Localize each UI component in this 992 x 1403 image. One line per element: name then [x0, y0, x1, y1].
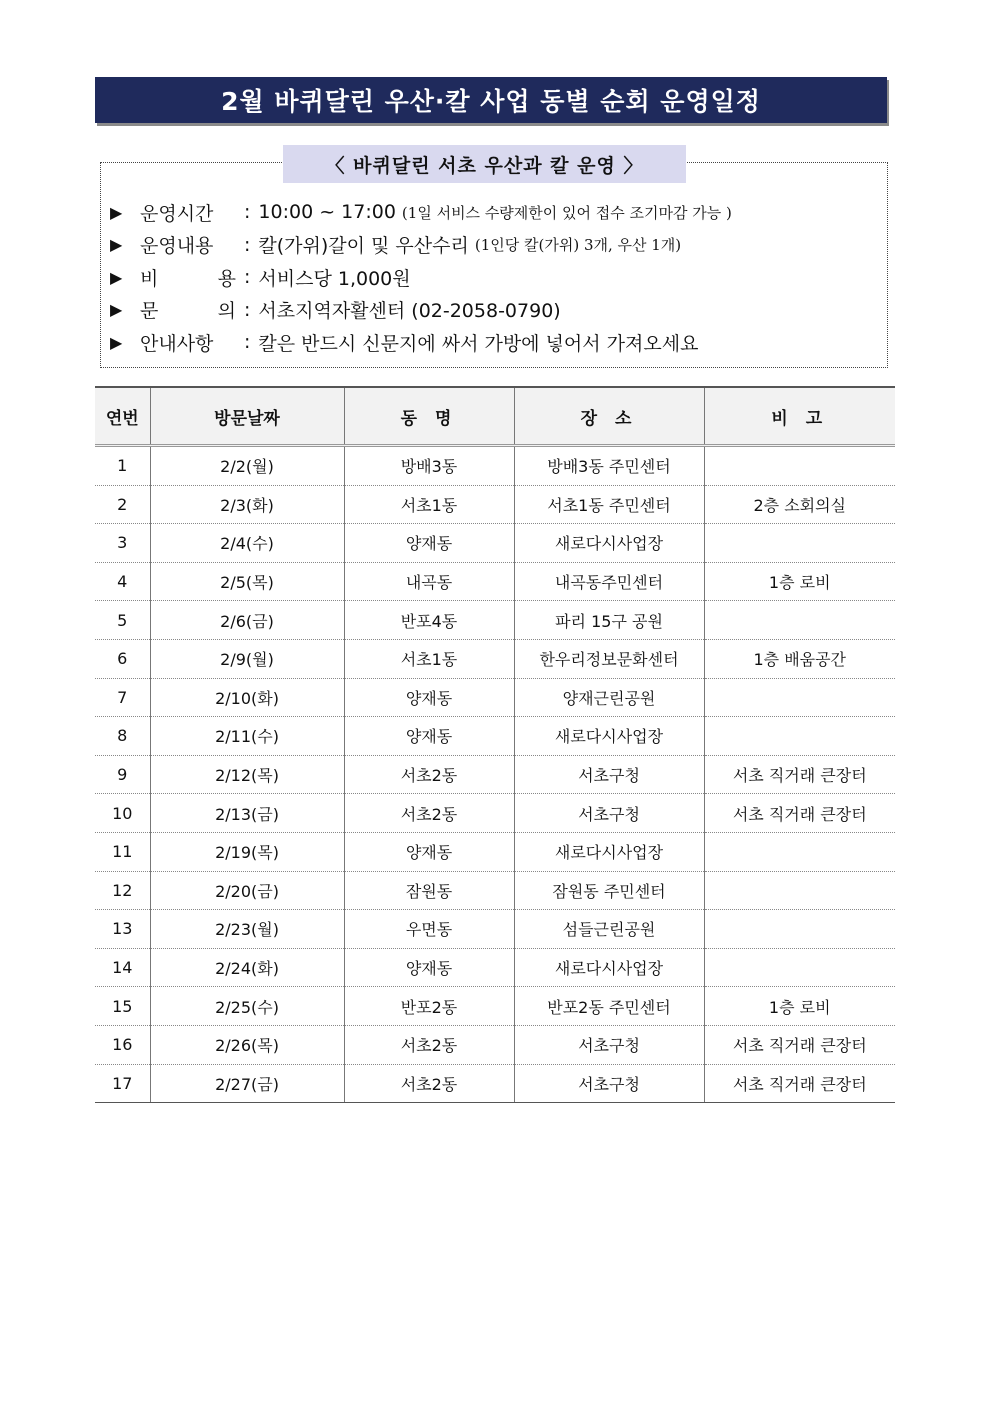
- table-row: [95, 446, 895, 486]
- cell-remarks: [704, 871, 895, 910]
- info-colon: :: [244, 266, 251, 289]
- cell-remarks: 1층 배움공간: [704, 639, 895, 678]
- triangle-bullet-icon: ▶: [110, 300, 123, 320]
- cell-location: 서초1동 주민센터: [514, 485, 704, 524]
- info-label: 운영내용: [140, 235, 214, 258]
- cell-number: 4: [95, 562, 150, 601]
- cell-remarks: 서초 직거래 큰장터: [704, 755, 895, 794]
- cell-remarks: 1층 로비: [704, 562, 895, 601]
- cell-date: 2/2(월): [150, 446, 344, 486]
- cell-date: 2/12(목): [150, 755, 344, 794]
- cell-location: 섬들근린공원: [514, 910, 704, 949]
- info-colon: :: [244, 233, 251, 256]
- info-value: 칼(가위)갈이 및 우산수리: [258, 235, 469, 258]
- cell-location: 새로다시사업장: [514, 948, 704, 987]
- cell-date: 2/10(화): [150, 678, 344, 717]
- cell-district: 서초2동: [344, 1064, 514, 1103]
- table-row: [95, 832, 895, 871]
- info-item-hours: [110, 196, 732, 229]
- info-label: 비 용: [140, 267, 236, 290]
- cell-district: 양재동: [344, 524, 514, 563]
- table-row: [95, 987, 895, 1026]
- cell-date: 2/13(금): [150, 794, 344, 833]
- cell-remarks: 서초 직거래 큰장터: [704, 1025, 895, 1064]
- cell-number: 8: [95, 717, 150, 756]
- cell-number: 15: [95, 987, 150, 1026]
- table-row: [95, 1025, 895, 1064]
- cell-location: 새로다시사업장: [514, 832, 704, 871]
- info-label: 안내사항: [140, 332, 214, 355]
- cell-remarks: [704, 948, 895, 987]
- table-row: [95, 524, 895, 563]
- table-row: [95, 717, 895, 756]
- cell-district: 우면동: [344, 910, 514, 949]
- cell-location: 한우리정보문화센터: [514, 639, 704, 678]
- cell-number: 10: [95, 794, 150, 833]
- info-item-contact: [110, 294, 732, 327]
- info-value: 칼은 반드시 신문지에 싸서 가방에 넣어서 가져오세요: [258, 332, 699, 355]
- cell-district: 서초2동: [344, 794, 514, 833]
- cell-date: 2/9(월): [150, 639, 344, 678]
- cell-remarks: 서초 직거래 큰장터: [704, 794, 895, 833]
- cell-district: 양재동: [344, 678, 514, 717]
- cell-district: 서초2동: [344, 1025, 514, 1064]
- cell-district: 양재동: [344, 832, 514, 871]
- header-district: 동 명: [344, 387, 514, 446]
- table-row: [95, 562, 895, 601]
- header-location: 장 소: [514, 387, 704, 446]
- cell-number: 17: [95, 1064, 150, 1103]
- schedule-table: [95, 386, 895, 1103]
- cell-remarks: [704, 717, 895, 756]
- cell-remarks: [704, 910, 895, 949]
- info-label: 운영시간: [140, 202, 214, 225]
- cell-location: 서초구청: [514, 1025, 704, 1064]
- cell-date: 2/5(목): [150, 562, 344, 601]
- cell-number: 11: [95, 832, 150, 871]
- cell-remarks: [704, 601, 895, 640]
- cell-number: 12: [95, 871, 150, 910]
- header-remarks: 비 고: [704, 387, 895, 446]
- cell-district: 잠원동: [344, 871, 514, 910]
- cell-location: 파리 15구 공원: [514, 601, 704, 640]
- cell-location: 반포2동 주민센터: [514, 987, 704, 1026]
- cell-date: 2/27(금): [150, 1064, 344, 1103]
- table-row: [95, 794, 895, 833]
- table-row: [95, 948, 895, 987]
- cell-date: 2/19(목): [150, 832, 344, 871]
- page-title: 2월 바퀴달린 우산·칼 사업 동별 순회 운영일정: [221, 87, 761, 116]
- info-colon: :: [244, 331, 251, 354]
- cell-district: 서초1동: [344, 639, 514, 678]
- cell-number: 14: [95, 948, 150, 987]
- info-label: 문 의: [140, 300, 236, 323]
- cell-district: 양재동: [344, 948, 514, 987]
- table-row: [95, 755, 895, 794]
- cell-date: 2/4(수): [150, 524, 344, 563]
- info-colon: :: [244, 201, 251, 224]
- cell-number: 13: [95, 910, 150, 949]
- table-header-row: [95, 387, 895, 446]
- cell-date: 2/26(목): [150, 1025, 344, 1064]
- cell-number: 16: [95, 1025, 150, 1064]
- page-title-bar: [95, 77, 887, 123]
- info-value: 10:00 ~ 17:00: [258, 201, 396, 224]
- cell-date: 2/11(수): [150, 717, 344, 756]
- cell-remarks: [704, 832, 895, 871]
- cell-remarks: [704, 678, 895, 717]
- info-note: (1일 서비스 수량제한이 있어 접수 조기마감 가능 ): [401, 203, 732, 222]
- info-list: [110, 196, 732, 359]
- table-row: [95, 1064, 895, 1103]
- cell-location: 서초구청: [514, 794, 704, 833]
- info-item-cost: [110, 261, 732, 294]
- table-row: [95, 871, 895, 910]
- table-row: [95, 639, 895, 678]
- subtitle-tab: [283, 145, 686, 183]
- triangle-bullet-icon: ▶: [110, 235, 123, 255]
- cell-date: 2/6(금): [150, 601, 344, 640]
- cell-district: 방배3동: [344, 446, 514, 486]
- cell-remarks: 1층 로비: [704, 987, 895, 1026]
- cell-district: 서초1동: [344, 485, 514, 524]
- cell-district: 서초2동: [344, 755, 514, 794]
- cell-number: 2: [95, 485, 150, 524]
- cell-number: 7: [95, 678, 150, 717]
- header-date: 방문날짜: [150, 387, 344, 446]
- cell-date: 2/20(금): [150, 871, 344, 910]
- info-note: (1인당 칼(가위) 3개, 우산 1개): [474, 236, 682, 255]
- cell-date: 2/23(월): [150, 910, 344, 949]
- triangle-bullet-icon: ▶: [110, 202, 123, 222]
- triangle-bullet-icon: ▶: [110, 267, 123, 287]
- table-row: [95, 678, 895, 717]
- cell-number: 9: [95, 755, 150, 794]
- cell-location: 서초구청: [514, 1064, 704, 1103]
- cell-number: 6: [95, 639, 150, 678]
- table-row: [95, 485, 895, 524]
- cell-location: 내곡동주민센터: [514, 562, 704, 601]
- cell-district: 반포2동: [344, 987, 514, 1026]
- cell-remarks: [704, 446, 895, 486]
- cell-location: 새로다시사업장: [514, 717, 704, 756]
- cell-district: 반포4동: [344, 601, 514, 640]
- triangle-bullet-icon: ▶: [110, 332, 123, 352]
- cell-location: 서초구청: [514, 755, 704, 794]
- cell-remarks: 서초 직거래 큰장터: [704, 1064, 895, 1103]
- cell-remarks: [704, 524, 895, 563]
- cell-date: 2/25(수): [150, 987, 344, 1026]
- cell-date: 2/24(화): [150, 948, 344, 987]
- cell-location: 잠원동 주민센터: [514, 871, 704, 910]
- cell-location: 양재근린공원: [514, 678, 704, 717]
- cell-remarks: 2층 소회의실: [704, 485, 895, 524]
- header-number: 연번: [95, 387, 150, 446]
- info-value: 서초지역자활센터 (02-2058-0790): [258, 300, 561, 323]
- info-item-content: [110, 229, 732, 262]
- cell-district: 양재동: [344, 717, 514, 756]
- info-item-notice: [110, 326, 732, 359]
- info-colon: :: [244, 298, 251, 321]
- cell-location: 새로다시사업장: [514, 524, 704, 563]
- table-row: [95, 910, 895, 949]
- info-value: 서비스당 1,000원: [258, 267, 411, 290]
- cell-date: 2/3(화): [150, 485, 344, 524]
- cell-district: 내곡동: [344, 562, 514, 601]
- subtitle: 〈 바퀴달린 서초 우산과 칼 운영 〉: [325, 154, 644, 177]
- cell-number: 1: [95, 446, 150, 486]
- table-row: [95, 601, 895, 640]
- cell-location: 방배3동 주민센터: [514, 446, 704, 486]
- cell-number: 5: [95, 601, 150, 640]
- cell-number: 3: [95, 524, 150, 563]
